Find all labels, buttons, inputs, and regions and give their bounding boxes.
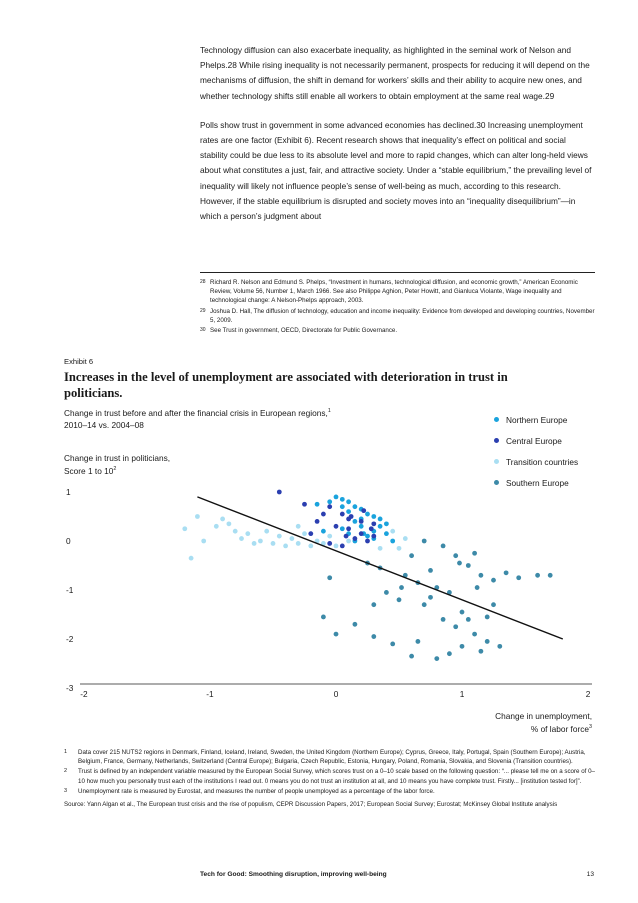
data-point-southern-europe: [504, 570, 509, 575]
data-point-transition-countries: [296, 524, 301, 529]
data-point-central-europe: [302, 502, 307, 507]
data-point-transition-countries: [182, 526, 187, 531]
data-point-southern-europe: [479, 649, 484, 654]
data-point-southern-europe: [472, 632, 477, 637]
data-point-central-europe: [277, 490, 282, 495]
data-point-transition-countries: [201, 539, 206, 544]
data-point-northern-europe: [371, 514, 376, 519]
data-point-northern-europe: [353, 504, 358, 509]
data-point-southern-europe: [384, 590, 389, 595]
data-point-southern-europe: [327, 575, 332, 580]
data-point-southern-europe: [441, 617, 446, 622]
data-point-transition-countries: [308, 544, 313, 549]
data-point-northern-europe: [327, 499, 332, 504]
chart-note-1: [64, 748, 596, 766]
data-point-central-europe: [349, 514, 354, 519]
data-point-southern-europe: [416, 639, 421, 644]
data-point-transition-countries: [290, 536, 295, 541]
data-point-northern-europe: [378, 524, 383, 529]
data-point-southern-europe: [428, 595, 433, 600]
data-point-southern-europe: [535, 573, 540, 578]
x-tick-label: 1: [459, 689, 465, 699]
data-point-transition-countries: [189, 556, 194, 561]
source-note: Source: Yann Algan et al., The European trust crisis and the rise of populism, CEPR Discussion Papers, 2017; European Social Survey; Eurostat; McKinsey Global Institute analysis: [64, 801, 558, 809]
x-tick-label: 2: [585, 689, 591, 699]
data-point-southern-europe: [428, 568, 433, 573]
legend-label: Transition countries: [506, 456, 579, 467]
body-paragraph-1: Technology diffusion can also exacerbate inequality, as highlighted in the seminal work of Nelson and Phelps.28 While rising inequality is not necessarily permanent, prospects for reducing it will depend on the mechanisms of diffusion, the shift in demand for workers’ skills and their ability to acquire new ones, and whether technology shifts still enable all workers to obtain employment at the same real wage.29: [200, 45, 590, 101]
data-point-transition-countries: [283, 544, 288, 549]
y-axis-label-sup: 2: [113, 466, 117, 472]
data-point-central-europe: [315, 519, 320, 524]
subtitle-line-1: Change in trust before and after the financial crisis in European regions,: [64, 407, 328, 418]
y-axis-label-line-2: Score 1 to 10: [64, 465, 114, 476]
data-point-southern-europe: [390, 642, 395, 647]
y-tick-label: 1: [66, 487, 71, 497]
data-point-northern-europe: [384, 521, 389, 526]
data-point-transition-countries: [390, 529, 395, 534]
data-point-southern-europe: [485, 615, 490, 620]
legend-label: Southern Europe: [506, 477, 569, 488]
data-point-southern-europe: [447, 651, 452, 656]
data-point-northern-europe: [384, 531, 389, 536]
data-point-transition-countries: [258, 539, 263, 544]
data-point-southern-europe: [334, 632, 339, 637]
data-point-southern-europe: [466, 617, 471, 622]
data-point-southern-europe: [475, 585, 480, 590]
data-point-central-europe: [371, 534, 376, 539]
data-point-northern-europe: [346, 509, 351, 514]
data-point-transition-countries: [403, 536, 408, 541]
data-point-northern-europe: [353, 519, 358, 524]
data-point-central-europe: [340, 512, 345, 517]
x-tick-label: -1: [206, 689, 214, 699]
data-point-southern-europe: [441, 544, 446, 549]
chart-note-3: [64, 787, 596, 796]
data-point-southern-europe: [497, 644, 502, 649]
page-footer-title: Tech for Good: Smoothing disruption, improving well-being: [200, 871, 387, 878]
data-point-central-europe: [344, 534, 349, 539]
data-point-transition-countries: [214, 524, 219, 529]
data-point-southern-europe: [422, 602, 427, 607]
data-point-southern-europe: [460, 610, 465, 615]
x-tick-label: -2: [80, 689, 88, 699]
data-point-northern-europe: [334, 495, 339, 500]
data-point-central-europe: [359, 519, 364, 524]
data-point-transition-countries: [296, 541, 301, 546]
data-point-southern-europe: [460, 644, 465, 649]
data-point-northern-europe: [359, 524, 364, 529]
page-number: 13: [586, 871, 594, 878]
data-point-southern-europe: [321, 615, 326, 620]
data-point-transition-countries: [271, 541, 276, 546]
data-point-transition-countries: [195, 514, 200, 519]
data-point-central-europe: [346, 526, 351, 531]
data-point-northern-europe: [346, 499, 351, 504]
data-point-transition-countries: [334, 544, 339, 549]
note-text: Unemployment rate is measured by Eurostat, and measures the number of people unemployed as a percentage of the labor force.: [78, 787, 435, 795]
data-point-central-europe: [365, 539, 370, 544]
y-tick-label: 0: [66, 536, 71, 546]
data-point-transition-countries: [264, 529, 269, 534]
data-point-transition-countries: [245, 531, 250, 536]
data-point-southern-europe: [491, 578, 496, 583]
note-text: Trust is defined by an independent variable measured by the European Social Survey, which scores trust on a 0–10 scale based on the following question: “... please tell me on a score of 0–10 how much you personally trust each of the institutions I read out. 0 means you do not trust an institution at all, and 10 means you have complete trust. Firstly... [institution tested for]”.: [78, 768, 595, 785]
data-point-southern-europe: [422, 539, 427, 544]
data-point-transition-countries: [227, 521, 232, 526]
y-tick-label: -2: [66, 634, 74, 644]
y-tick-label: -3: [66, 683, 74, 693]
exhibit-label: Exhibit 6: [64, 357, 94, 366]
data-point-southern-europe: [491, 602, 496, 607]
data-point-southern-europe: [466, 563, 471, 568]
data-point-northern-europe: [340, 497, 345, 502]
legend-label: Central Europe: [506, 435, 562, 446]
chart-note-2: [64, 767, 596, 785]
data-point-northern-europe: [390, 539, 395, 544]
data-point-northern-europe: [321, 529, 326, 534]
data-point-southern-europe: [371, 634, 376, 639]
x-axis-label-sup: 3: [589, 724, 592, 730]
footnote-text: See Trust in government, OECD, Directorate for Public Governance.: [210, 327, 398, 335]
data-point-southern-europe: [434, 656, 439, 661]
footnote-text: Joshua D. Hall, The diffusion of technology, education and income inequality: Evidence from developed and developing countries, November 5, 2009.: [210, 307, 595, 324]
data-point-central-europe: [353, 536, 358, 541]
footnote-number: 29: [200, 307, 206, 314]
data-point-southern-europe: [485, 639, 490, 644]
data-point-transition-countries: [233, 529, 238, 534]
data-point-southern-europe: [472, 551, 477, 556]
data-point-central-europe: [359, 531, 364, 536]
data-point-southern-europe: [548, 573, 553, 578]
data-point-northern-europe: [340, 504, 345, 509]
data-point-transition-countries: [220, 517, 225, 522]
data-point-northern-europe: [315, 502, 320, 507]
data-point-central-europe: [327, 504, 332, 509]
data-point-southern-europe: [479, 573, 484, 578]
data-point-transition-countries: [302, 531, 307, 536]
legend-label: Northern Europe: [506, 414, 568, 425]
data-point-transition-countries: [239, 536, 244, 541]
footnote-number: 30: [200, 327, 206, 334]
data-point-transition-countries: [277, 534, 282, 539]
exhibit-title: Increases in the level of unemployment are associated with deterioration in trust in politicians.: [64, 370, 508, 400]
data-point-southern-europe: [353, 622, 358, 627]
data-point-southern-europe: [397, 597, 402, 602]
data-point-central-europe: [340, 544, 345, 549]
x-axis-label: [495, 711, 592, 735]
subtitle-sup: 1: [327, 408, 331, 414]
data-point-central-europe: [327, 541, 332, 546]
y-axis-label-line-1: Change in trust in politicians,: [64, 453, 171, 463]
x-axis-label-line-2: % of labor force: [530, 723, 589, 734]
y-tick-label: -1: [66, 585, 74, 595]
data-point-southern-europe: [457, 561, 462, 566]
body-paragraph-2: Polls show trust in government in some advanced economies has declined.30 Increasing unemployment rates are one factor (Exhibit 6). Recent research shows that inequality’s effect on political and social stability could be due less to its absolute level and more to rapid changes, which can alter long-held views about what constitutes a just, fair, and attractive society. Under a “stable equilibrium,” the prevailing level of inequality will likely not influence people’s sense of well-being as much, according to this research. However, if the stable equilibrium is disrupted and society moves into an “inequality disequilibrium”—in which a person’s judgment about: [200, 119, 592, 222]
data-point-central-europe: [308, 531, 313, 536]
x-tick-label: 0: [333, 689, 339, 699]
data-point-central-europe: [369, 526, 374, 531]
note-number: 2: [64, 768, 68, 775]
data-point-northern-europe: [340, 526, 345, 531]
data-point-southern-europe: [453, 624, 458, 629]
data-point-southern-europe: [371, 602, 376, 607]
note-text: Data cover 215 NUTS2 regions in Denmark, Finland, Iceland, Ireland, Sweden, the United Kingdom (Northern Europe); Cyprus, Greece, Italy, Portugal, Spain (Southern Europe); Austria, Belgium, France, Germany, Netherlands, Switzerland (Central Europe); Bulgaria, Czech Republic, Estonia, Hungary, Poland, Romania, Slovakia, and Slovenia (Transition countries).: [78, 749, 586, 766]
data-point-transition-countries: [252, 541, 257, 546]
data-point-central-europe: [334, 524, 339, 529]
data-point-northern-europe: [365, 512, 370, 517]
x-axis-label-line-1: Change in unemployment,: [495, 711, 592, 721]
data-point-southern-europe: [409, 654, 414, 659]
chart-notes: [64, 748, 596, 809]
footnote-number: 28: [200, 279, 206, 285]
data-point-central-europe: [361, 508, 366, 513]
data-point-northern-europe: [378, 517, 383, 522]
data-point-central-europe: [321, 512, 326, 517]
data-point-transition-countries: [378, 546, 383, 551]
footnote-text: Richard R. Nelson and Edmund S. Phelps, “Investment in humans, technological diffusion, and economic growth,” American Economic Review, Volume 56, Number 1, March 1966. See also Philippe Aghion, Peter Howitt, and Gianluca Violante, Wage inequality and technological change: A Nelson-Phelps approach, 2003.: [210, 279, 578, 305]
data-point-southern-europe: [399, 585, 404, 590]
data-point-southern-europe: [516, 575, 521, 580]
note-number: 1: [64, 749, 68, 755]
data-point-southern-europe: [453, 553, 458, 558]
data-point-southern-europe: [409, 553, 414, 558]
data-point-transition-countries: [346, 539, 351, 544]
subtitle-line-2: 2010–14 vs. 2004–08: [64, 419, 144, 430]
data-point-transition-countries: [397, 546, 402, 551]
data-point-transition-countries: [327, 534, 332, 539]
note-number: 3: [64, 787, 68, 794]
data-point-central-europe: [371, 521, 376, 526]
